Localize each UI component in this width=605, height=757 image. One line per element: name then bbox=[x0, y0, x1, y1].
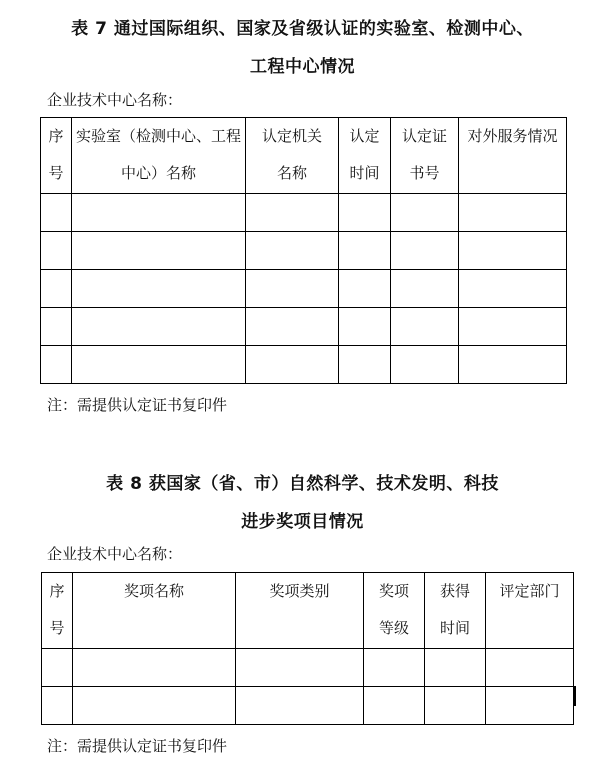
table8-title-line2: 进步奖项目情况 bbox=[241, 512, 364, 532]
table8-note: 注：需提供认定证书复印件 bbox=[47, 737, 228, 755]
table-cell bbox=[425, 649, 486, 687]
table-cell bbox=[41, 346, 72, 384]
table-cell bbox=[72, 346, 246, 384]
table-cell bbox=[246, 346, 339, 384]
table8-grid bbox=[41, 572, 574, 725]
table-cell bbox=[486, 649, 574, 687]
table-cell bbox=[42, 687, 73, 725]
table8-company-label: 企业技术中心名称： bbox=[47, 545, 183, 563]
table-cell bbox=[459, 346, 567, 384]
table-cell bbox=[236, 649, 364, 687]
table7-title-line2: 工程中心情况 bbox=[250, 57, 355, 77]
table-cell bbox=[72, 308, 246, 346]
table-cell bbox=[339, 194, 391, 232]
table-cell bbox=[72, 232, 246, 270]
table7-title-line1: 表 7 通过国际组织、国家及省级认证的实验室、检测中心、 bbox=[71, 19, 534, 39]
table7-note: 注：需提供认定证书复印件 bbox=[47, 396, 228, 414]
table-row bbox=[41, 308, 567, 346]
table7-header-no: 序号 bbox=[41, 118, 72, 194]
table7-header-service: 对外服务情况 bbox=[459, 118, 567, 194]
table-cell bbox=[486, 687, 574, 725]
table7-header-lab-name: 实验室（检测中心、工程中心）名称 bbox=[72, 118, 246, 194]
table-cell bbox=[459, 232, 567, 270]
table-cell bbox=[339, 270, 391, 308]
table-cell bbox=[41, 232, 72, 270]
table-cell bbox=[391, 308, 459, 346]
table-cell bbox=[391, 194, 459, 232]
table8-title-line1: 表 8 获国家（省、市）自然科学、技术发明、科技 bbox=[106, 474, 499, 494]
table-row bbox=[41, 232, 567, 270]
table-cell bbox=[364, 687, 425, 725]
table-cell bbox=[391, 270, 459, 308]
table-cell bbox=[364, 649, 425, 687]
table8-header-award-type: 奖项类别 bbox=[236, 573, 364, 649]
table8-header-award-date: 获得时间 bbox=[425, 573, 486, 649]
table7-header-authority: 认定机关名称 bbox=[246, 118, 339, 194]
table-cell bbox=[41, 308, 72, 346]
table-cell bbox=[246, 232, 339, 270]
table8-edge-mark bbox=[573, 686, 576, 706]
table-cell bbox=[42, 649, 73, 687]
table-row bbox=[42, 649, 574, 687]
table-cell bbox=[41, 270, 72, 308]
table8-header-award-name: 奖项名称 bbox=[73, 573, 236, 649]
table-cell bbox=[246, 194, 339, 232]
table-cell bbox=[73, 649, 236, 687]
table-cell bbox=[339, 232, 391, 270]
table-cell bbox=[246, 270, 339, 308]
table-cell bbox=[41, 194, 72, 232]
table8-header-no: 序号 bbox=[42, 573, 73, 649]
table-cell bbox=[391, 346, 459, 384]
table-row bbox=[41, 270, 567, 308]
table-cell bbox=[459, 194, 567, 232]
table-cell bbox=[72, 270, 246, 308]
table-cell bbox=[236, 687, 364, 725]
table-cell bbox=[339, 308, 391, 346]
table-cell bbox=[425, 687, 486, 725]
table-cell bbox=[73, 687, 236, 725]
table7-company-label: 企业技术中心名称： bbox=[47, 91, 183, 109]
table-row bbox=[42, 687, 574, 725]
table-cell bbox=[459, 270, 567, 308]
table7-header-date: 认定时间 bbox=[339, 118, 391, 194]
table-cell bbox=[72, 194, 246, 232]
table7-header-cert-no: 认定证书号 bbox=[391, 118, 459, 194]
table8-header-award-level: 奖项等级 bbox=[364, 573, 425, 649]
table-cell bbox=[391, 232, 459, 270]
table-cell bbox=[339, 346, 391, 384]
table-row bbox=[41, 194, 567, 232]
table-row bbox=[41, 346, 567, 384]
table-cell bbox=[459, 308, 567, 346]
table8-header-department: 评定部门 bbox=[486, 573, 574, 649]
table7-grid bbox=[40, 117, 567, 384]
table-cell bbox=[246, 308, 339, 346]
